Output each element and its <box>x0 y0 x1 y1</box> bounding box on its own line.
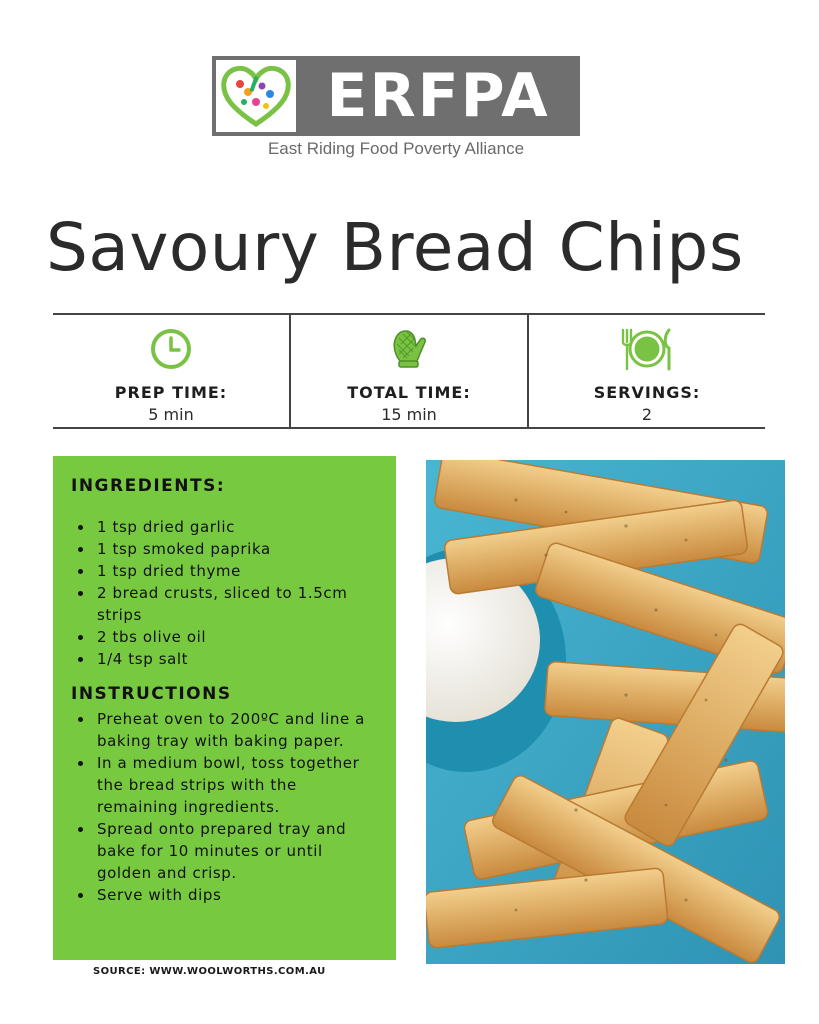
recipe-title: Savoury Bread Chips <box>46 209 744 286</box>
logo <box>212 56 580 136</box>
list-item: In a medium bowl, toss together the bread strips with the remaining ingredients. <box>71 752 378 818</box>
plate-cutlery-icon <box>617 325 677 373</box>
stat-servings <box>527 315 765 427</box>
ingredients-list <box>71 516 378 670</box>
recipe-panel <box>53 456 396 960</box>
list-item: 1 tsp dried thyme <box>71 560 378 582</box>
instructions-list <box>71 708 378 906</box>
stat-label: PREP TIME: <box>114 383 228 402</box>
source-credit: SOURCE: WWW.WOOLWORTHS.COM.AU <box>93 966 326 977</box>
list-item: Preheat oven to 200ºC and line a baking tray with baking paper. <box>71 708 378 752</box>
oven-mitt-icon <box>389 325 429 373</box>
stat-label: TOTAL TIME: <box>347 383 471 402</box>
stat-total-time <box>289 315 527 427</box>
stat-value: 2 <box>641 405 653 424</box>
list-item: 1/4 tsp salt <box>71 648 378 670</box>
list-item: 1 tsp smoked paprika <box>71 538 378 560</box>
stat-value: 5 min <box>148 405 194 424</box>
heart-fruit-veg-icon <box>216 60 296 132</box>
list-item: Serve with dips <box>71 884 378 906</box>
recipe-stats <box>53 313 765 429</box>
logo-text: ERFPA <box>326 61 550 131</box>
stat-value: 15 min <box>381 405 437 424</box>
logo-subtitle: East Riding Food Poverty Alliance <box>267 139 525 158</box>
list-item: 2 bread crusts, sliced to 1.5cm strips <box>71 582 378 626</box>
instructions-heading: INSTRUCTIONS <box>71 684 232 704</box>
bread-chips-photo <box>426 460 785 964</box>
ingredients-heading: INGREDIENTS: <box>71 476 226 496</box>
list-item: Spread onto prepared tray and bake for 10 minutes or until golden and crisp. <box>71 818 378 884</box>
stat-prep-time <box>53 315 289 427</box>
stat-label: SERVINGS: <box>593 383 701 402</box>
list-item: 1 tsp dried garlic <box>71 516 378 538</box>
list-item: 2 tbs olive oil <box>71 626 378 648</box>
clock-icon <box>149 325 193 373</box>
